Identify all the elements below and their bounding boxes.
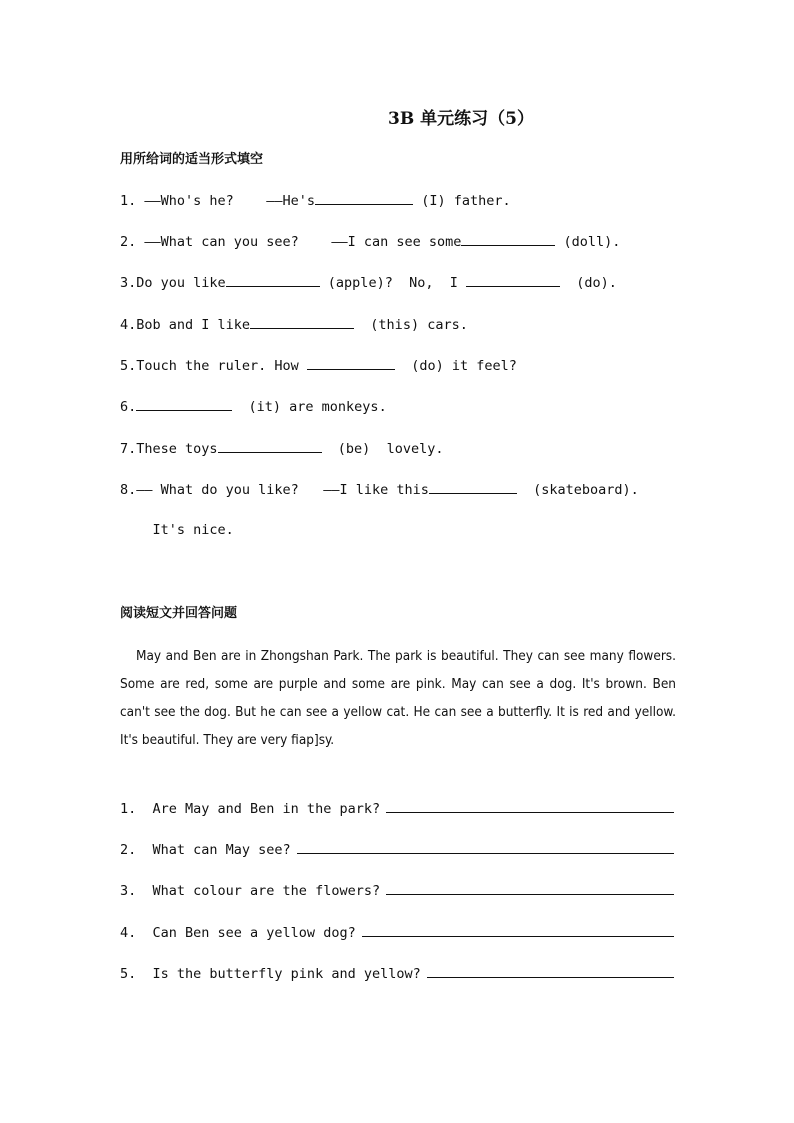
fill-in-item <box>120 190 511 211</box>
item-hint: (doll). <box>555 234 621 250</box>
reading-question <box>120 798 674 819</box>
item-hint: (skateboard). <box>516 482 639 498</box>
answer-line[interactable] <box>427 963 674 978</box>
passage-text: May and Ben are in Zhongshan Park. The park is beautiful. They can see many flowers. Some are red, some are purple and some are pink. May can see a dog. It's brown. Ben can't see the dog. But he can see a yellow cat. He can see a butterfly. It is red and yellow. It's beautiful. They are very fiap]sy. <box>120 648 676 748</box>
item-hint: (be) lovely. <box>321 441 444 457</box>
item-hint: (do) it feel? <box>394 358 517 374</box>
question-text: 2. What can May see? <box>120 842 291 858</box>
fill-in-item <box>120 355 517 376</box>
answer-blank[interactable] <box>461 231 555 246</box>
question-text: 5. Is the butterfly pink and yellow? <box>120 966 421 982</box>
item-hint: (apple)? No, I <box>319 275 466 291</box>
answer-blank[interactable] <box>429 479 517 494</box>
answer-blank[interactable] <box>136 396 232 411</box>
answer-blank[interactable] <box>307 355 395 370</box>
fill-in-item <box>120 396 387 417</box>
fill-in-item <box>120 314 468 335</box>
answer-line[interactable] <box>297 839 674 854</box>
item-hint: (it) are monkeys. <box>232 399 387 415</box>
item-text: It's nice. <box>120 522 234 538</box>
answer-blank[interactable] <box>466 272 560 287</box>
section-heading-fill-in: 用所给词的适当形式填空 <box>120 152 264 167</box>
question-text: 4. Can Ben see a yellow dog? <box>120 925 356 941</box>
fill-in-item <box>120 272 617 293</box>
answer-blank[interactable] <box>218 438 322 453</box>
item-text: 6. <box>120 399 137 415</box>
item-text: 1. ——Who's he? ——He's <box>120 193 316 209</box>
item-text: 3.Do you like <box>120 275 226 291</box>
item-text: 5.Touch the ruler. How <box>120 358 307 374</box>
section-heading-reading: 阅读短文并回答问题 <box>120 606 238 621</box>
answer-line[interactable] <box>386 798 674 813</box>
item-text: 8.—— What do you like? ——I like this <box>120 482 429 498</box>
page-title: 3B 单元练习（5） <box>388 109 534 129</box>
reading-question <box>120 839 674 860</box>
question-text: 3. What colour are the flowers? <box>120 883 381 899</box>
fill-in-item <box>120 438 443 459</box>
reading-question <box>120 922 674 943</box>
item-hint: (this) cars. <box>354 317 468 333</box>
item-text: 4.Bob and I like <box>120 317 251 333</box>
item-hint: (do). <box>559 275 617 291</box>
question-text: 1. Are May and Ben in the park? <box>120 801 381 817</box>
answer-blank[interactable] <box>250 314 354 329</box>
item-text: 7.These toys <box>120 441 218 457</box>
reading-question <box>120 963 674 984</box>
fill-in-item <box>120 520 234 540</box>
fill-in-item <box>120 231 620 252</box>
answer-blank[interactable] <box>315 190 413 205</box>
item-text: 2. ——What can you see? ——I can see some <box>120 234 462 250</box>
answer-line[interactable] <box>386 880 674 895</box>
fill-in-item <box>120 479 639 500</box>
answer-blank[interactable] <box>226 272 320 287</box>
item-hint: (I) father. <box>413 193 511 209</box>
reading-passage <box>120 642 676 754</box>
reading-question <box>120 880 674 901</box>
answer-line[interactable] <box>362 922 674 937</box>
